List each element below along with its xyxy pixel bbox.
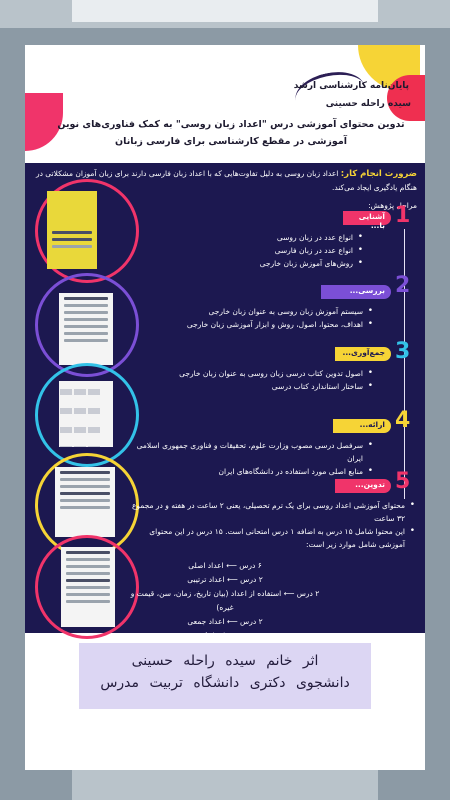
thesis-title-line2: آموزشی در مقطع کارشناسی برای فارسی زبانان bbox=[115, 136, 347, 147]
poster-page bbox=[25, 45, 425, 770]
step-4-bullets bbox=[133, 439, 373, 478]
list-item: • این محتوا شامل ۱۵ درس به اضافه ۱ درس امتحانی است. ۱۵ درس در این محتوای آموزشی شامل موارد زیر است: bbox=[125, 525, 415, 551]
thesis-title-line1: تدوین محتوای آموزشی درس "اعداد زبان روسی" به کمک فناوری‌های نوین bbox=[57, 119, 405, 130]
lesson-item: ۳ درس ⟵ اعداد کسری bbox=[186, 631, 264, 640]
step-number-2: 2 bbox=[395, 273, 411, 298]
list-item: • روش‌های آموزش زبان خارجی bbox=[163, 257, 363, 270]
author-name: سیده راحله حسینی bbox=[325, 99, 411, 109]
step-number-3: 3 bbox=[395, 339, 411, 364]
list-item: • انواع عدد در زبان روسی bbox=[163, 231, 363, 244]
step-tag-3: جمع‌آوری... bbox=[335, 347, 391, 361]
thesis-type: پایان‌نامه کارشناسی ارشد bbox=[293, 81, 409, 91]
lesson-item: ۶ درس ⟵ اعداد اصلی bbox=[188, 561, 262, 570]
step-tag-2: بررسی... bbox=[321, 285, 391, 299]
step-5-bullets bbox=[125, 499, 415, 551]
step-tag-4: ارائه... bbox=[333, 419, 391, 433]
credit-box bbox=[79, 643, 371, 709]
table-thumbnail-3 bbox=[59, 381, 113, 447]
list-item: • اهداف، محتوا، اصول، روش و ابزار آموزشی زبان خارجی bbox=[123, 318, 373, 331]
step-tag-1: آشنایی با... bbox=[343, 211, 391, 225]
document-thumbnail-2 bbox=[59, 293, 113, 365]
list-item: • ساختار استاندارد کتاب درسی bbox=[123, 380, 373, 393]
intro-lead: ضرورت انجام کار: bbox=[340, 169, 417, 179]
lesson-item: ۲ درس ⟵ استفاده از اعداد (بیان تاریخ، زمان، سن، قیمت و غیره) bbox=[130, 589, 320, 612]
lesson-item: ۲ درس ⟵ اعداد ترتیبی bbox=[187, 575, 263, 584]
exercise-thumbnail-4 bbox=[55, 467, 115, 537]
list-item: • محتوای آموزشی اعداد روسی برای یک ترم تحصیلی، یعنی ۲ ساعت در هفته و در مجموع ۳۲ ساعت bbox=[125, 499, 415, 525]
step-number-5: 5 bbox=[395, 469, 411, 494]
credit-line-1: اثر خانم سیده راحله حسینی bbox=[131, 653, 319, 669]
list-item: • سیستم آموزش زبان روسی به عنوان زبان خارجی bbox=[123, 305, 373, 318]
credit-line-2: دانشجوی دکتری دانشگاه تربیت مدرس bbox=[100, 675, 350, 691]
document-thumbnail-5 bbox=[61, 547, 115, 627]
list-item: • انواع عدد در زبان فارسی bbox=[163, 244, 363, 257]
list-item: • اصول تدوین کتاب درسی زبان روسی به عنوان زبان خارجی bbox=[123, 367, 373, 380]
list-item: • منابع اصلی مورد استفاده در دانشگاه‌های ایران bbox=[133, 465, 373, 478]
top-light-strip bbox=[72, 0, 378, 22]
top-background-bar bbox=[0, 0, 450, 28]
steps-label: مراحل پژوهش: bbox=[368, 201, 417, 210]
step-number-1: 1 bbox=[395, 203, 411, 228]
content-panel bbox=[25, 163, 425, 640]
bottom-background-bar bbox=[72, 770, 378, 800]
timeline-line bbox=[404, 229, 405, 499]
intro-text: اعداد زبان روسی به دلیل تفاوت‌هایی که با اعداد زبان فارسی دارند برای زبان آموزان مشکلاتی در هنگام یادگیری ایجاد می‌کند. bbox=[35, 169, 417, 192]
step-number-4: 4 bbox=[395, 408, 411, 433]
step-1-bullets bbox=[163, 231, 363, 270]
list-item: • سرفصل درسی مصوب وزارت علوم، تحقیقات و فناوری جمهوری اسلامی ایران bbox=[133, 439, 373, 465]
lessons-list bbox=[125, 559, 325, 643]
step-3-bullets bbox=[123, 367, 373, 393]
poster-header bbox=[51, 81, 411, 147]
book-cover-thumbnail bbox=[47, 191, 97, 269]
lesson-item: ۲ درس ⟵ اعداد جمعی bbox=[187, 617, 263, 626]
step-tag-5: تدوین... bbox=[335, 479, 391, 493]
step-2-bullets bbox=[123, 305, 373, 331]
